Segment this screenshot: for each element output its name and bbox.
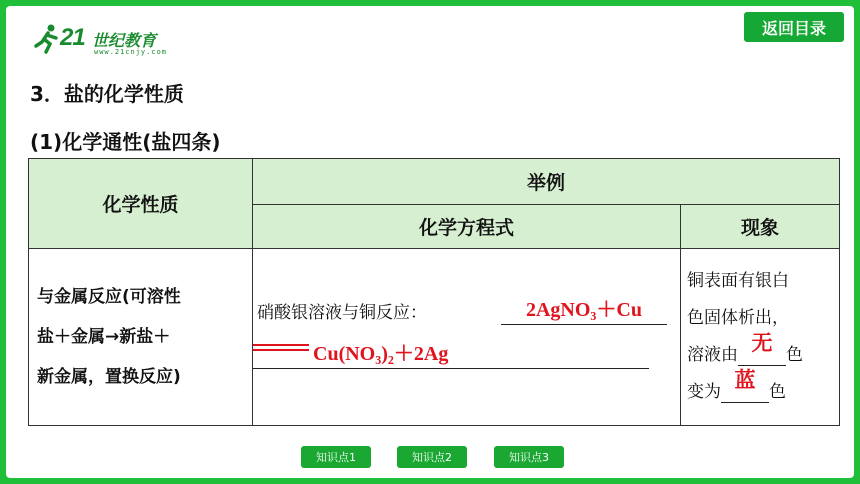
logo-url: www.21cnjy.com <box>94 48 168 56</box>
phenomenon-text: 溶液由 <box>687 345 738 365</box>
header-property: 化学性质 <box>29 159 253 249</box>
phenomenon-cell <box>681 249 840 426</box>
answer-blue: 蓝 <box>734 368 756 392</box>
equals-sign-icon <box>253 341 309 354</box>
answer-colorless: 无 <box>751 331 773 355</box>
property-cell <box>29 249 253 426</box>
equation-products-blank <box>253 337 649 369</box>
runner-icon <box>34 24 60 54</box>
phenomenon-text: 变为 <box>687 382 721 402</box>
nav-knowledge-point-3[interactable]: 知识点3 <box>494 446 564 468</box>
equation-reactants-blank <box>501 293 667 325</box>
answer-blank <box>738 331 786 366</box>
back-to-contents-button[interactable]: 返回目录 <box>744 12 844 42</box>
phenomenon-line <box>687 331 833 374</box>
phenomenon-line <box>687 368 833 411</box>
equation-products: Cu(NO₃)₂＋2Ag <box>313 343 449 365</box>
phenomenon-line: 铜表面有银白 <box>687 271 789 291</box>
answer-blank <box>721 368 769 403</box>
header-equation: 化学方程式 <box>253 205 681 249</box>
logo-number: 21 <box>60 24 85 51</box>
section-subheading: (1)化学通性(盐四条) <box>30 130 221 154</box>
section-heading: 3．盐的化学性质 <box>30 82 184 106</box>
logo-text: 世纪教育 <box>92 31 157 50</box>
equation-prefix: 硝酸银溶液与铜反应： <box>257 303 427 323</box>
phenomenon-text: 色 <box>769 382 786 402</box>
nav-knowledge-point-1[interactable]: 知识点1 <box>301 446 371 468</box>
slide <box>6 6 854 478</box>
equation-reactants: 2AgNO₃＋Cu <box>525 299 642 321</box>
property-line: 新金属，置换反应) <box>37 367 181 387</box>
phenomenon-text: 色 <box>786 345 803 365</box>
header-example: 举例 <box>253 159 840 205</box>
phenomenon-line: 色固体析出， <box>687 308 789 328</box>
property-line: 与金属反应(可溶性 <box>37 287 181 307</box>
nav-knowledge-point-2[interactable]: 知识点2 <box>397 446 467 468</box>
logo <box>34 20 184 56</box>
equation-cell <box>253 249 681 426</box>
header-phenomenon: 现象 <box>681 205 840 249</box>
properties-table <box>28 158 840 426</box>
property-line: 盐＋金属→新盐＋ <box>37 327 171 347</box>
